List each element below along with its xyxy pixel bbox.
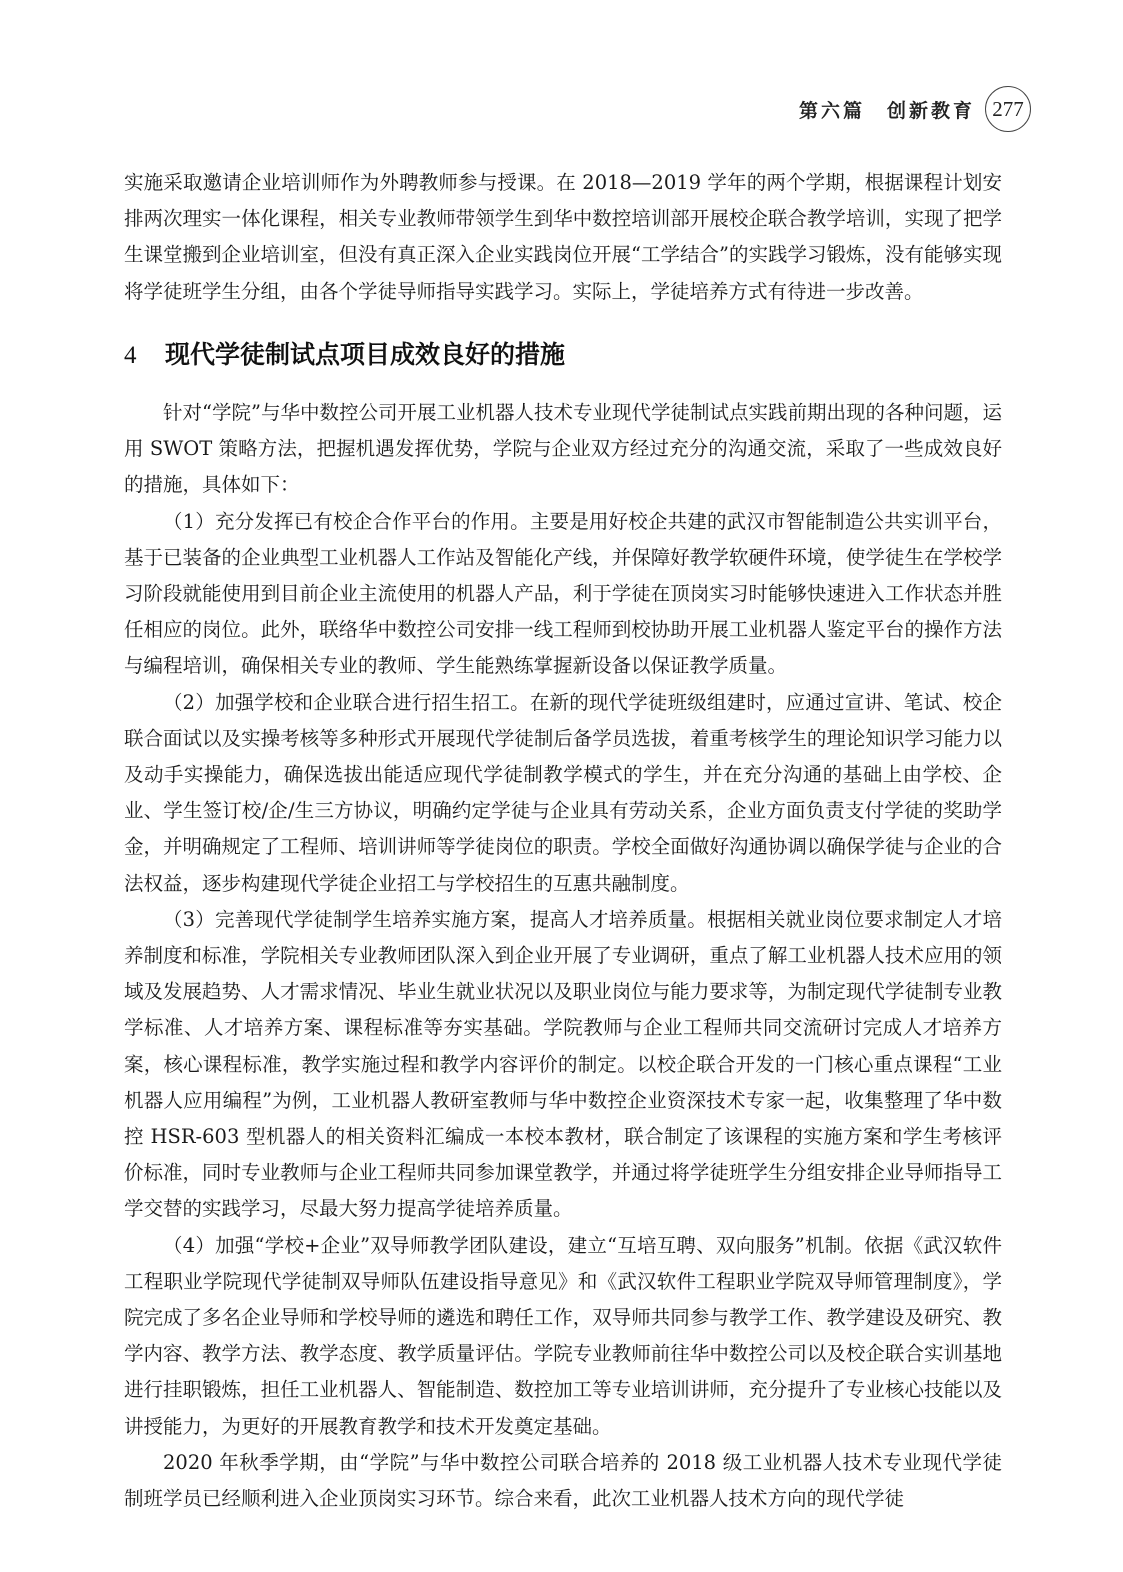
continuation-text-block	[124, 165, 1002, 310]
continuation-paragraph: 实施采取邀请企业培训师作为外聘教师参与授课。在 2018—2019 学年的两个学期，根据课程计划安排两次理实一体化课程，相关专业教师带领学生到华中数控培训部开展校企联合教学培训，实现了把学生课堂搬到企业培训室，但没有真正深入企业实践岗位开展“工学结合”的实践学习锻炼，没有能够实现将学徒班学生分组，由各个学徒导师指导实践学习。实际上，学徒培养方式有待进一步改善。	[124, 171, 1002, 303]
paragraph-measure-1: （1）充分发挥已有校企合作平台的作用。主要是用好校企共建的武汉市智能制造公共实训平台，基于已装备的企业典型工业机器人工作站及智能化产线，并保障好教学软硬件环境，使学徒生在学校学习阶段就能使用到目前企业主流使用的机器人产品，利于学徒在顶岗实习时能够快速进入工作状态并胜任相应的岗位。此外，联络华中数控公司安排一线工程师到校协助开展工业机器人鉴定平台的操作方法与编程培训，确保相关专业的教师、学生能熟练掌握新设备以保证教学质量。	[124, 509, 1002, 678]
paragraph-intro: 针对“学院”与华中数控公司开展工业机器人技术专业现代学徒制试点实践前期出现的各种问题，运用 SWOT 策略方法，把握机遇发挥优势，学院与企业双方经过充分的沟通交流，采取了一些成效良好的措施，具体如下：	[124, 401, 1002, 497]
section-title: 现代学徒制试点项目成效良好的措施	[165, 340, 566, 369]
section-heading	[124, 335, 1002, 371]
section-number: 4	[124, 342, 137, 369]
paragraph-measure-3: （3）完善现代学徒制学生培养实施方案，提高人才培养质量。根据相关就业岗位要求制定人才培养制度和标准，学院相关专业教师团队深入到企业开展了专业调研，重点了解工业机器人技术应用的领域及发展趋势、人才需求情况、毕业生就业状况以及职业岗位与能力要求等，为制定现代学徒制专业教学标准、人才培养方案、课程标准等夯实基础。学院教师与企业工程师共同交流研讨完成人才培养方案，核心课程标准，教学实施过程和教学内容评价的制定。以校企联合开发的一门核心重点课程“工业机器人应用编程”为例，工业机器人教研室教师与华中数控企业资深技术专家一起，收集整理了华中数控 HSR-603 型机器人的相关资料汇编成一本校本教材，联合制定了该课程的实施方案和学生考核评价标准，同时专业教师与企业工程师共同参加课堂教学，并通过将学徒班学生分组安排企业导师指导工学交替的实践学习，尽最大努力提高学徒培养质量。	[124, 907, 1002, 1221]
page-number: 277	[985, 86, 1031, 132]
section-body	[124, 395, 1002, 1517]
paragraph-measure-4: （4）加强“学校+企业”双导师教学团队建设，建立“互培互聘、双向服务”机制。依据《武汉软件工程职业学院现代学徒制双导师队伍建设指导意见》和《武汉软件工程职业学院双导师管理制度》，学院完成了多名企业导师和学校导师的遴选和聘任工作，双导师共同参与教学工作、教学建设及研究、教学内容、教学方法、教学态度、教学质量评估。学院专业教师前往华中数控公司以及校企联合实训基地进行挂职锻炼，担任工业机器人、智能制造、数控加工等专业培训讲师，充分提升了专业核心技能以及讲授能力，为更好的开展教育教学和技术开发奠定基础。	[124, 1233, 1002, 1438]
running-head	[799, 86, 1031, 132]
chapter-title: 第六篇 创新教育	[798, 99, 975, 122]
paragraph-summary: 2020 年秋季学期，由“学院”与华中数控公司联合培养的 2018 级工业机器人技术专业现代学徒制班学员已经顺利进入企业顶岗实习环节。综合来看，此次工业机器人技术方向的现代学徒	[124, 1450, 1002, 1511]
paragraph-measure-2: （2）加强学校和企业联合进行招生招工。在新的现代学徒班级组建时，应通过宣讲、笔试、校企联合面试以及实操考核等多种形式开展现代学徒制后备学员选拔，着重考核学生的理论知识学习能力以及动手实操能力，确保选拔出能适应现代学徒制教学模式的学生，并在充分沟通的基础上由学校、企业、学生签订校/企/生三方协议，明确约定学徒与企业具有劳动关系，企业方面负责支付学徒的奖助学金，并明确规定了工程师、培训讲师等学徒岗位的职责。学校全面做好沟通协调以确保学徒与企业的合法权益，逐步构建现代学徒企业招工与学校招生的互惠共融制度。	[124, 690, 1002, 895]
